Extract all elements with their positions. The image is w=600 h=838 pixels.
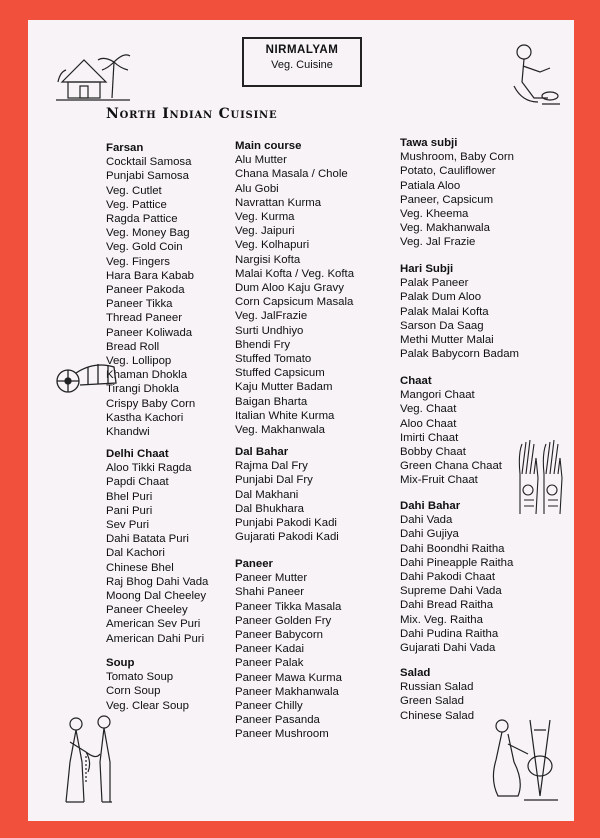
menu-item: Tomato Soup (106, 671, 174, 684)
menu-item: Navrattan Kurma (235, 196, 322, 209)
menu-item: Baigan Bharta (235, 395, 308, 408)
menu-item: Potato, Cauliflower (400, 165, 496, 178)
menu-item: Veg. Chaat (400, 403, 457, 416)
section-delhi-chaat (106, 447, 208, 646)
menu-item: Aloo Chaat (400, 417, 457, 430)
menu-item: Veg. Kurma (235, 211, 295, 224)
menu-item: Khaman Dhokla (106, 369, 188, 382)
menu-item: Veg. Jal Frazie (400, 236, 476, 249)
menu-item: Paneer Koliwada (106, 326, 193, 339)
menu-item: Dahi Bread Raitha (400, 599, 494, 612)
section-title: Salad (400, 667, 431, 679)
menu-item: Mix-Fruit Chaat (400, 474, 478, 487)
menu-item: Paneer Mushroom (235, 728, 329, 741)
menu-item: Paneer Tikka Masala (235, 600, 342, 613)
section-dahi-bahar (400, 499, 513, 655)
menu-item: Chinese Bhel (106, 561, 174, 574)
menu-item: Stuffed Capsicum (235, 367, 325, 380)
menu-item: Palak Paneer (400, 277, 469, 290)
menu-item: Alu Gobi (235, 182, 279, 195)
menu-item: Surti Undhiyo (235, 324, 304, 337)
menu-item: Veg. Jaipuri (235, 225, 295, 238)
menu-item: Veg. Makhanwala (400, 222, 490, 235)
menu-item: Rajma Dal Fry (235, 460, 308, 473)
section-tawa-subji (400, 136, 514, 250)
menu-item: Veg. Money Bag (106, 227, 190, 240)
menu-item: Bhendi Fry (235, 338, 291, 351)
menu-item: Bread Roll (106, 340, 160, 353)
menu-item: Veg. Fingers (106, 255, 170, 268)
section-title: Chaat (400, 375, 432, 387)
menu-item: Sarson Da Saag (400, 319, 484, 332)
menu-item: Cocktail Samosa (106, 156, 192, 169)
menu-item: Patiala Aloo (400, 179, 461, 192)
section-title: Dahi Bahar (400, 500, 461, 512)
menu-item: Paneer, Capsicum (400, 193, 494, 206)
menu-item: Dahi Pineapple Raitha (400, 556, 514, 569)
menu-item: Veg. Kheema (400, 208, 469, 221)
section-title: Farsan (106, 142, 144, 154)
menu-item: Dahi Vada (400, 514, 453, 527)
menu-item: Dal Kachori (106, 547, 165, 560)
menu-item: Veg. Gold Coin (106, 241, 183, 254)
menu-item: Supreme Dahi Vada (400, 585, 502, 598)
menu-item: Italian White Kurma (235, 409, 335, 422)
menu-item: Green Chana Chaat (400, 460, 502, 473)
menu-item: Dum Aloo Kaju Gravy (235, 282, 344, 295)
section-title: Main course (235, 140, 302, 152)
menu-item: Mangori Chaat (400, 389, 475, 402)
section-paneer (235, 557, 342, 742)
menu-item: Thread Paneer (106, 312, 182, 325)
menu-item: Dahi Pudina Raitha (400, 627, 499, 640)
village-hut-illustration (54, 42, 132, 104)
menu-item: Punjabi Samosa (106, 170, 189, 183)
menu-item: Gujarati Dahi Vada (400, 642, 496, 655)
menu-item: Chana Masala / Chole (235, 168, 348, 181)
restaurant-name: NIRMALYAM (265, 44, 339, 56)
menu-item: Paneer Pasanda (235, 714, 320, 727)
henna-hands-illustration (514, 434, 566, 520)
menu-item: Papdi Chaat (106, 476, 169, 489)
menu-heading: North Indian Cuisine (106, 106, 278, 122)
menu-item: Dahi Boondhi Raitha (400, 542, 505, 555)
menu-item: Punjabi Dal Fry (235, 474, 313, 487)
menu-item: Veg. JalFrazie (235, 310, 308, 323)
menu-item: Pani Puri (106, 504, 153, 517)
restaurant-subtitle: Veg. Cuisine (271, 59, 333, 71)
section-title: Hari Subji (400, 263, 454, 275)
menu-item: Veg. Kolhapuri (235, 239, 310, 252)
menu-item: Green Salad (400, 695, 464, 708)
menu-item: Paneer Mawa Kurma (235, 671, 342, 684)
menu-item: Moong Dal Cheeley (106, 590, 207, 603)
menu-item: Hara Bara Kabab (106, 269, 195, 282)
menu-item: Chinese Salad (400, 709, 475, 722)
section-title: Paneer (235, 558, 273, 570)
menu-item: Paneer Pakoda (106, 284, 185, 297)
menu-item: Tirangi Dhokla (106, 383, 180, 396)
menu-item: Kastha Kachori (106, 411, 184, 424)
woman-cooking-illustration (484, 710, 562, 806)
section-soup (106, 656, 189, 713)
menu-item: Alu Mutter (235, 154, 287, 167)
menu-item: Veg. Lollipop (106, 355, 172, 368)
menu-item: Dal Bhukhara (235, 502, 305, 515)
menu-item: Methi Mutter Malai (400, 334, 494, 347)
menu-item: Dahi Pakodi Chaat (400, 571, 495, 584)
menu-item: American Sev Puri (106, 618, 201, 631)
menu-item: Bobby Chaat (400, 446, 466, 459)
menu-item: Sev Puri (106, 519, 150, 532)
menu-item: American Dahi Puri (106, 632, 205, 645)
menu-item: Imirti Chaat (400, 431, 459, 444)
menu-item: Veg. Clear Soup (106, 699, 189, 712)
menu-item: Paneer Mutter (235, 572, 308, 585)
menu-item: Russian Salad (400, 681, 474, 694)
menu-item: Kaju Mutter Badam (235, 381, 333, 394)
menu-item: Nargisi Kofta (235, 253, 301, 266)
menu-item: Paneer Palak (235, 657, 304, 670)
menu-item: Stuffed Tomato (235, 353, 312, 366)
section-title: Delhi Chaat (106, 448, 169, 460)
couple-illustration (56, 712, 126, 808)
section-title: Dal Bahar (235, 446, 289, 458)
menu-item: Bhel Puri (106, 490, 153, 503)
menu-page (28, 20, 574, 821)
menu-item: Palak Babycorn Badam (400, 348, 520, 361)
menu-item: Paneer Tikka (106, 298, 173, 311)
menu-item: Crispy Baby Corn (106, 397, 196, 410)
menu-item: Ragda Pattice (106, 213, 178, 226)
menu-item: Paneer Babycorn (235, 629, 324, 642)
menu-item: Mix. Veg. Raitha (400, 613, 483, 626)
menu-item: Paneer Chilly (235, 700, 303, 713)
menu-item: Mushroom, Baby Corn (400, 151, 514, 164)
section-main-course (235, 139, 354, 437)
menu-item: Paneer Cheeley (106, 604, 188, 617)
menu-item: Palak Malai Kofta (400, 305, 489, 318)
menu-item: Punjabi Pakodi Kadi (235, 517, 337, 530)
menu-item: Gujarati Pakodi Kadi (235, 531, 339, 544)
title-box (242, 37, 362, 87)
menu-item: Corn Soup (106, 685, 161, 698)
menu-item: Paneer Makhanwala (235, 685, 339, 698)
section-salad (400, 666, 474, 723)
section-title: Tawa subji (400, 137, 458, 149)
menu-item: Dal Makhani (235, 488, 299, 501)
menu-item: Dahi Gujiya (400, 528, 459, 541)
menu-item: Khandwi (106, 426, 150, 439)
cook-figure-illustration (504, 42, 562, 108)
rickshaw-illustration (54, 353, 120, 395)
menu-item: Shahi Paneer (235, 586, 305, 599)
menu-item: Palak Dum Aloo (400, 291, 482, 304)
menu-item: Veg. Cutlet (106, 184, 162, 197)
section-title: Soup (106, 657, 135, 669)
section-dal-bahar (235, 445, 339, 544)
menu-item: Veg. Makhanwala (235, 424, 325, 437)
menu-item: Dahi Batata Puri (106, 533, 189, 546)
menu-item: Paneer Golden Fry (235, 614, 332, 627)
menu-item: Aloo Tikki Ragda (106, 462, 192, 475)
menu-item: Veg. Pattice (106, 198, 167, 211)
section-hari-subji (400, 262, 519, 361)
section-chaat (400, 374, 502, 488)
menu-item: Raj Bhog Dahi Vada (106, 575, 209, 588)
menu-item: Corn Capsicum Masala (235, 296, 354, 309)
menu-item: Malai Kofta / Veg. Kofta (235, 267, 355, 280)
menu-item: Paneer Kadai (235, 643, 305, 656)
